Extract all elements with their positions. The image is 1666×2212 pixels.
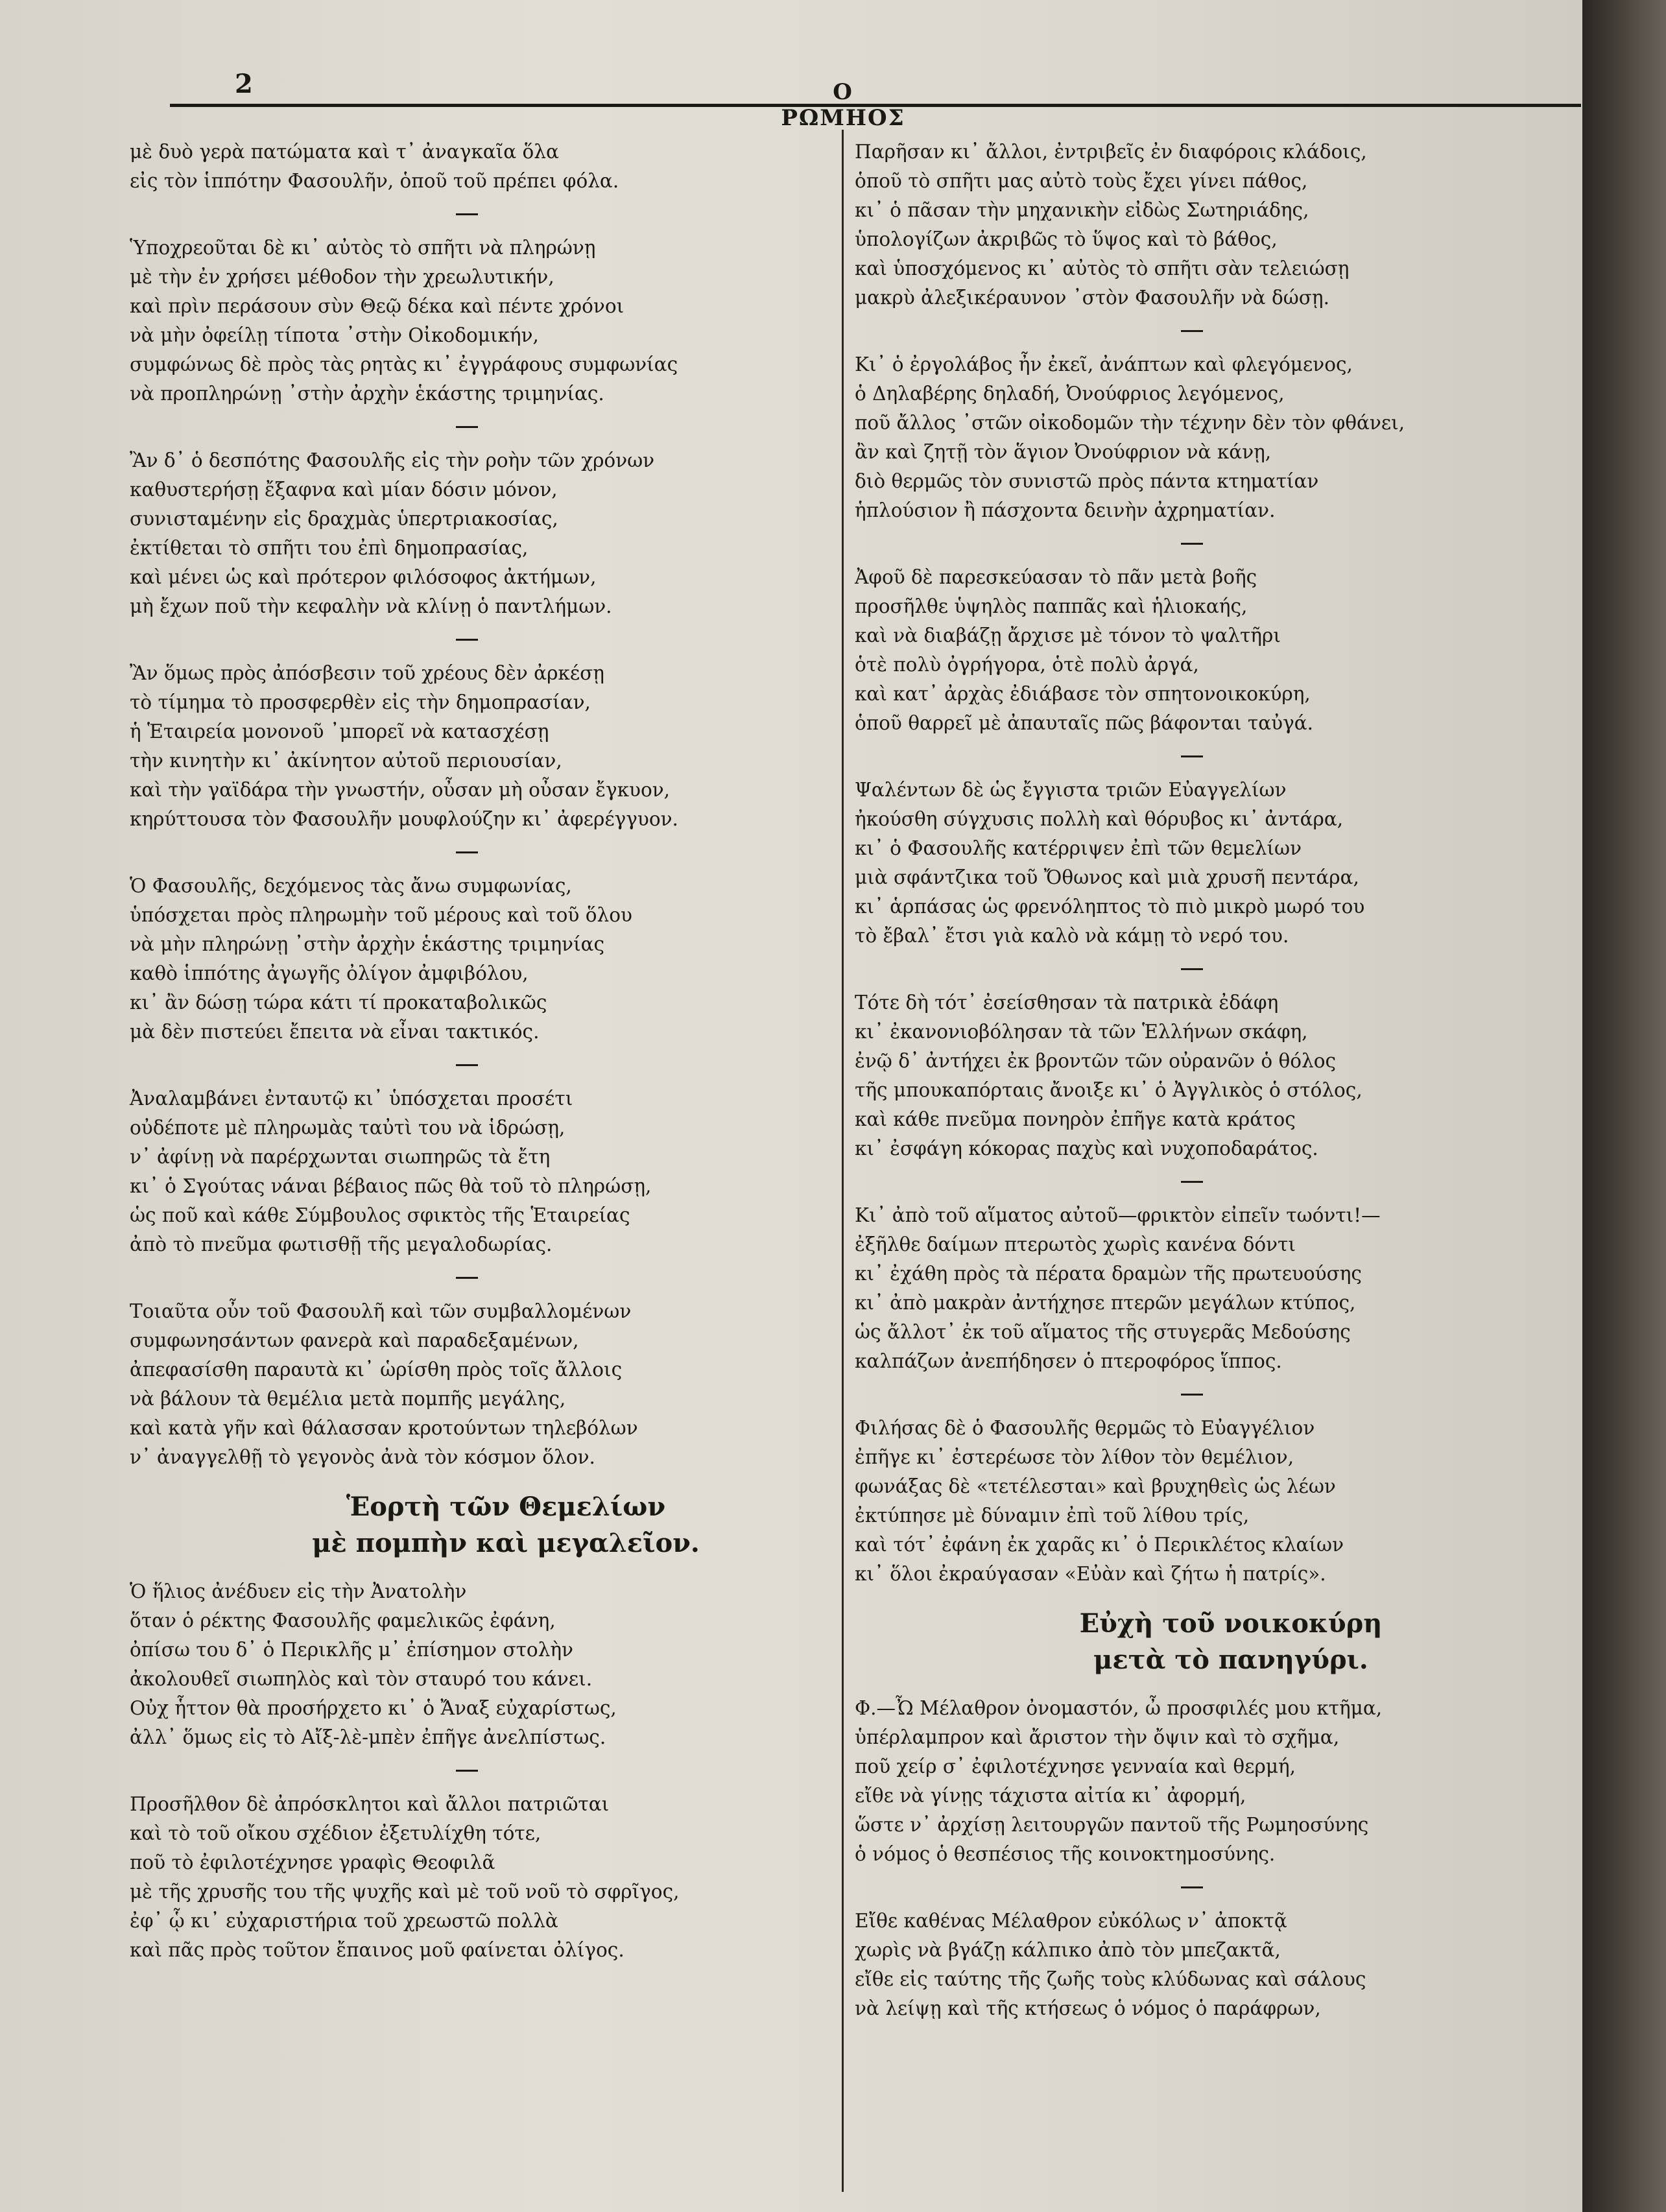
verse-line: ἀπὸ τὸ πνεῦμα φωτισθῇ τῆς μεγαλοδωρίας. [130, 1233, 553, 1255]
verse-line: κι᾽ ἐχάθη πρὸς τὰ πέρατα δραμὼν τῆς πρωτευούσης [855, 1263, 1362, 1285]
verse-line: καλπάζων ἀνεπήδησεν ὁ πτεροφόρος ἵππος. [855, 1350, 1282, 1372]
verse-line: καὶ πᾶς πρὸς τοῦτον ἔπαινος μοῦ φαίνεται ὀλίγος. [130, 1939, 625, 1961]
stanza-separator [1181, 330, 1203, 332]
verse-line: Τότε δὴ τότ᾽ ἐσείσθησαν τὰ πατρικὰ ἐδάφη [855, 992, 1279, 1014]
verse-line: Ὑποχρεοῦται δὲ κι᾽ αὐτὸς τὸ σπῆτι νὰ πληρώνῃ [130, 237, 596, 259]
verse-line: τὴν κινητὴν κι᾽ ἀκίνητον αὐτοῦ περιουσίαν, [130, 750, 562, 772]
page-number: 2 [235, 69, 253, 99]
verse-line: Εἴθε καθένας Μέλαθρον εὐκόλως ν᾽ ἀποκτᾷ [855, 1910, 1287, 1932]
verse-line: κι᾽ ὅλοι ἐκραύγασαν «Εὐὰν καὶ ζήτω ἡ πατρίς». [855, 1563, 1326, 1585]
verse-line: Φ.—Ὦ Μέλαθρον ὀνομαστόν, ὦ προσφιλές μου κτῆμα, [855, 1697, 1383, 1719]
verse-line: καὶ κάθε πνεῦμα πονηρὸν ἐπῆγε κατὰ κράτος [855, 1108, 1296, 1130]
verse-line: φωνάξας δὲ «τετέλεσται» καὶ βρυχηθεὶς ὡς λέων [855, 1475, 1336, 1497]
column-divider [842, 130, 844, 2192]
verse-line: ὁποῦ θαρρεῖ μὲ ἀπαυταῖς πῶς βάφονται ταὐγά. [855, 712, 1314, 734]
verse-line: καθυστερήσῃ ἔξαφνα καὶ μίαν δόσιν μόνον, [130, 479, 558, 501]
stanza [855, 1694, 1529, 1869]
verse-line: εἴθε εἰς ταύτης τῆς ζωῆς τοὺς κλύδωνας καὶ σάλους [855, 1968, 1366, 1990]
stanza [130, 872, 804, 1047]
verse-line: τὸ τίμημα τὸ προσφερθὲν εἰς τὴν δημοπρασίαν, [130, 691, 591, 713]
stanza [855, 776, 1529, 951]
stanza [130, 659, 804, 834]
verse-line: καὶ τὸ τοῦ οἴκου σχέδιον ἐξετυλίχθη τότε, [130, 1822, 541, 1844]
stanza-separator [1181, 543, 1203, 545]
section-heading [130, 1489, 804, 1562]
stanza [130, 233, 804, 409]
left-column [130, 137, 804, 1965]
stanza-separator [1181, 1181, 1203, 1183]
stanza-separator [1181, 1886, 1203, 1888]
verse-line: Κι᾽ ὁ ἐργολάβος ἦν ἐκεῖ, ἀνάπτων καὶ φλεγόμενος, [855, 353, 1353, 375]
heading-line: Ἑορτὴ τῶν Θεμελίων [346, 1492, 666, 1522]
verse-line: Ἂν δ᾽ ὁ δεσπότης Φασουλῆς εἰς τὴν ροὴν τῶν χρόνων [130, 449, 655, 471]
verse-line: Παρῆσαν κι᾽ ἄλλοι, ἐντριβεῖς ἐν διαφόροις κλάδοις, [855, 141, 1367, 163]
verse-line: ὁ νόμος ὁ θεσπέσιος τῆς κοινοκτημοσύνης. [855, 1843, 1276, 1865]
verse-line: νὰ προπληρώνῃ ᾽στὴν ἀρχὴν ἑκάστης τριμηνίας. [130, 383, 604, 405]
verse-line: καὶ τὴν γαϊδάρα τὴν γνωστήν, οὖσαν μὴ οὖσαν ἔγκυον, [130, 779, 671, 801]
verse-line: ὁ Δηλαβέρης δηλαδή, Ὀνούφριος λεγόμενος, [855, 383, 1285, 405]
verse-line: κι᾽ ὁ Σγούτας νάναι βέβαιος πῶς θὰ τοῦ τὸ πληρώσῃ, [130, 1175, 652, 1197]
stanza [130, 1790, 804, 1965]
verse-line: κι᾽ ἂν δώσῃ τώρα κάτι τί προκαταβολικῶς [130, 992, 547, 1014]
stanza-separator [456, 1770, 478, 1772]
verse-line: κι᾽ ἁρπάσας ὡς φρενόληπτος τὸ πιὸ μικρὸ μωρό του [855, 896, 1365, 918]
verse-line: χωρὶς νὰ βγάζῃ κάλπικο ἀπὸ τὸν μπεζακτᾶ, [855, 1939, 1281, 1961]
verse-line: μὴ ἔχων ποῦ τὴν κεφαλὴν νὰ κλίνῃ ὁ παντλήμων. [130, 595, 612, 617]
verse-line: ὀπίσω του δ᾽ ὁ Περικλῆς μ᾽ ἐπίσημον στολὴν [130, 1639, 573, 1661]
stanza-separator [456, 426, 478, 428]
verse-line: Ὁ Φασουλῆς, δεχόμενος τὰς ἄνω συμφωνίας, [130, 875, 572, 897]
newspaper-title: Ο ΡΩΜΗΟΣ [781, 79, 905, 131]
verse-line: Ἂν ὅμως πρὸς ἀπόσβεσιν τοῦ χρέους δὲν ἀρκέσῃ [130, 662, 604, 684]
verse-line: νὰ μὴν πληρώνῃ ᾽στὴν ἀρχὴν ἑκάστης τριμηνίας [130, 933, 605, 955]
verse-line: προσῆλθε ὑψηλὸς παππᾶς καὶ ἡλιοκαής, [855, 595, 1248, 617]
verse-line: ἂν καὶ ζητῇ τὸν ἅγιον Ὀνούφριον νὰ κάνῃ, [855, 441, 1272, 463]
stanza [855, 1201, 1529, 1376]
verse-line: μακρὺ ἀλεξικέραυνον ᾽στὸν Φασουλῆν νὰ δώσῃ. [855, 287, 1329, 309]
stanza [130, 1297, 804, 1472]
verse-line: Ὁ ἥλιος ἀνέδυεν εἰς τὴν Ἀνατολὴν [130, 1580, 467, 1602]
verse-line: συνισταμένην εἰς δραχμὰς ὑπερτριακοσίας, [130, 508, 558, 530]
stanza-separator [1181, 755, 1203, 757]
verse-line: τῆς μπουκαπόρταις ἄνοιξε κι᾽ ὁ Ἀγγλικὸς ὁ στόλος, [855, 1079, 1363, 1101]
verse-line: διὸ θερμῶς τὸν συνιστῶ πρὸς πάντα κτηματίαν [855, 470, 1319, 492]
heading-line: Εὐχὴ τοῦ νοικοκύρη [1079, 1608, 1383, 1639]
stanza [855, 350, 1529, 525]
verse-line: ἐκτίθεται τὸ σπῆτι του ἐπὶ δημοπρασίας, [130, 537, 529, 559]
verse-line: ἐκτύπησε μὲ δύναμιν ἐπὶ τοῦ λίθου τρίς, [855, 1504, 1250, 1527]
section-heading [855, 1606, 1529, 1678]
verse-line: συμφώνως δὲ πρὸς τὰς ρητὰς κι᾽ ἐγγράφους συμφωνίας [130, 353, 678, 375]
verse-line: ὅταν ὁ ρέκτης Φασουλῆς φαμελικῶς ἐφάνη, [130, 1610, 556, 1632]
stanza [130, 1084, 804, 1259]
verse-line: καὶ ὑποσχόμενος κι᾽ αὐτὸς τὸ σπῆτι σὰν τελειώσῃ [855, 257, 1350, 279]
stanza [130, 1577, 804, 1752]
verse-line: ὡς ἄλλοτ᾽ ἐκ τοῦ αἵματος τῆς στυγερᾶς Μεδούσης [855, 1321, 1351, 1343]
verse-line: ὥστε ν᾽ ἀρχίσῃ λειτουργῶν παντοῦ τῆς Ρωμηοσύνης [855, 1814, 1369, 1836]
stanza-separator [456, 1064, 478, 1066]
stanza [855, 988, 1529, 1163]
verse-line: μὲ τὴν ἐν χρήσει μέθοδον τὴν χρεωλυτικήν, [130, 266, 554, 288]
verse-line: ὑπολογίζων ἀκριβῶς τὸ ὕψος καὶ τὸ βάθος, [855, 228, 1278, 250]
verse-line: ν᾽ ἀναγγελθῇ τὸ γεγονὸς ἀνὰ τὸν κόσμον ὅλον. [130, 1446, 595, 1468]
stanza-separator [456, 1277, 478, 1279]
verse-line: νὰ μὴν ὀφείλῃ τίποτα ᾽στὴν Οἰκοδομικήν, [130, 324, 539, 346]
verse-line: κηρύττουσα τὸν Φασουλῆν μουφλούζην κι᾽ ἀφερέγγυον. [130, 808, 678, 830]
verse-line: καὶ κατ᾽ ἀρχὰς ἐδιάβασε τὸν σπητονοικοκύρη, [855, 683, 1311, 705]
stanza-separator [456, 213, 478, 215]
verse-line: καθὸ ἱππότης ἀγωγῆς ὀλίγον ἀμφιβόλου, [130, 962, 529, 984]
verse-line: καὶ μένει ὡς καὶ πρότερον φιλόσοφος ἀκτήμων, [130, 566, 597, 588]
verse-line: ἐφ᾽ ᾧ κι᾽ εὐχαριστήρια τοῦ χρεωστῶ πολλὰ [130, 1910, 558, 1932]
verse-line: μὰ δὲν πιστεύει ἔπειτα νὰ εἶναι τακτικός. [130, 1021, 540, 1043]
stanza-separator [456, 851, 478, 853]
verse-line: ἡ Ἑταιρεία μονονοῦ ᾽μπορεῖ νὰ κατασχέσῃ [130, 720, 549, 743]
verse-line: οὐδέποτε μὲ πληρωμὰς ταὐτὶ του νὰ ἱδρώσῃ, [130, 1117, 565, 1139]
verse-line: Φιλήσας δὲ ὁ Φασουλῆς θερμῶς τὸ Εὐαγγέλιον [855, 1417, 1315, 1439]
verse-line: εἰς τὸν ἱππότην Φασουλῆν, ὁποῦ τοῦ πρέπει φόλα. [130, 170, 619, 192]
verse-line: Ψαλέντων δὲ ὡς ἔγγιστα τριῶν Εὐαγγελίων [855, 779, 1287, 801]
verse-line: ποῦ τὸ ἐφιλοτέχνησε γραφὶς Θεοφιλᾶ [130, 1851, 495, 1873]
header-rule [170, 104, 1581, 107]
verse-line: ἀκολουθεῖ σιωπηλὸς καὶ τὸν σταυρό του κάνει. [130, 1668, 593, 1690]
verse-line: ἐξῆλθε δαίμων πτερωτὸς χωρὶς κανένα δόντι [855, 1233, 1296, 1255]
verse-line: εἴθε νὰ γίνῃς τάχιστα αἰτία κι᾽ ἀφορμή, [855, 1785, 1246, 1807]
stanza-separator [1181, 1394, 1203, 1396]
page-edge-shadow [1582, 0, 1666, 2212]
stanza-separator [1181, 968, 1203, 970]
stanza [130, 137, 804, 196]
verse-line: Οὐχ ἧττον θὰ προσήρχετο κι᾽ ὁ Ἄναξ εὐχαρίστως, [130, 1697, 617, 1719]
verse-line: Τοιαῦτα οὖν τοῦ Φασουλῆ καὶ τῶν συμβαλλομένων [130, 1300, 632, 1322]
verse-line: νὰ λείψῃ καὶ τῆς κτήσεως ὁ νόμος ὁ παράφρων, [855, 1997, 1321, 2019]
verse-line: κι᾽ ὁ πᾶσαν τὴν μηχανικὴν εἰδὼς Σωτηριάδης, [855, 199, 1309, 221]
stanza [855, 563, 1529, 738]
verse-line: ὑπέρλαμπρον καὶ ἄριστον τὴν ὄψιν καὶ τὸ σχῆμα, [855, 1726, 1340, 1748]
verse-line: ὁτὲ πολὺ ὀγρήγορα, ὁτὲ πολὺ ἀργά, [855, 654, 1199, 676]
verse-line: μὲ δυὸ γερὰ πατώματα καὶ τ᾽ ἀναγκαῖα ὅλα [130, 141, 559, 163]
verse-line: ποῦ χείρ σ᾽ ἐφιλοτέχνησε γενναία καὶ θερμή, [855, 1755, 1296, 1778]
verse-line: ὑπόσχεται πρὸς πληρωμὴν τοῦ μέρους καὶ τοῦ ὅλου [130, 904, 632, 926]
verse-line: κι᾽ ἀπὸ μακρὰν ἀντήχησε πτερῶν μεγάλων κτύπος, [855, 1292, 1356, 1314]
verse-line: ἡπλούσιον ἢ πάσχοντα δεινὴν ἀχρηματίαν. [855, 499, 1276, 521]
verse-line: μιὰ σφάντζικα τοῦ Ὄθωνος καὶ μιὰ χρυσῆ πεντάρα, [855, 866, 1359, 888]
heading-line: μὲ πομπὴν καὶ μεγαλεῖον. [312, 1528, 700, 1558]
verse-line: καὶ κατὰ γῆν καὶ θάλασσαν κροτούντων τηλεβόλων [130, 1417, 638, 1439]
verse-line: καὶ νὰ διαβάζῃ ἄρχισε μὲ τόνον τὸ ψαλτῆρι [855, 624, 1281, 647]
verse-line: καὶ πρὶν περάσουν σὺν Θεῷ δέκα καὶ πέντε χρόνοι [130, 295, 625, 317]
verse-line: μὲ τῆς χρυσῆς του τῆς ψυχῆς καὶ μὲ τοῦ νοῦ τὸ σφρῖγος, [130, 1881, 680, 1903]
verse-line: κι᾽ ἐκανονιοβόλησαν τὰ τῶν Ἑλλήνων σκάφη, [855, 1021, 1308, 1043]
verse-line: ὁποῦ τὸ σπῆτι μας αὐτὸ τοὺς ἔχει γίνει πάθος, [855, 170, 1308, 192]
verse-line: Ἀφοῦ δὲ παρεσκεύασαν τὸ πᾶν μετὰ βοῆς [855, 566, 1257, 588]
verse-line: ἐνῷ δ᾽ ἀντήχει ἐκ βροντῶν τῶν οὐρανῶν ὁ θόλος [855, 1050, 1337, 1072]
verse-line: Προσῆλθον δὲ ἀπρόσκλητοι καὶ ἄλλοι πατριῶται [130, 1793, 610, 1815]
verse-line: τὸ ἔβαλ᾽ ἔτσι γιὰ καλὸ νὰ κάμῃ τὸ νερό του. [855, 925, 1289, 947]
verse-line: κι᾽ ἐσφάγη κόκορας παχὺς καὶ νυχοποδαράτος. [855, 1137, 1318, 1160]
verse-line: ἀπεφασίσθη παραυτὰ κι᾽ ὡρίσθη πρὸς τοῖς ἄλλοις [130, 1359, 623, 1381]
stanza [855, 1907, 1529, 2023]
right-column [855, 137, 1529, 2023]
heading-line: μετὰ τὸ πανηγύρι. [1093, 1645, 1368, 1675]
verse-line: ὡς ποῦ καὶ κάθε Σύμβουλος σφικτὸς τῆς Ἑταιρείας [130, 1204, 630, 1226]
verse-line: καὶ τότ᾽ ἐφάνη ἐκ χαρᾶς κι᾽ ὁ Περικλέτος κλαίων [855, 1534, 1344, 1556]
stanza [855, 1414, 1529, 1589]
verse-line: ποῦ ἄλλος ᾽στῶν οἰκοδομῶν τὴν τέχνην δὲν τὸν φθάνει, [855, 412, 1405, 434]
verse-line: Κι᾽ ἀπὸ τοῦ αἵματος αὐτοῦ—φρικτὸν εἰπεῖν τωόντι!— [855, 1204, 1381, 1226]
verse-line: ν᾽ ἀφίνῃ νὰ παρέρχωνται σιωπηρῶς τὰ ἔτη [130, 1146, 551, 1168]
verse-line: ἀλλ᾽ ὅμως εἰς τὸ Αἴξ-λὲ-μπὲν ἐπῆγε ἀνελπίστως. [130, 1726, 606, 1748]
stanza [855, 137, 1529, 313]
verse-line: ἠκούσθη σύγχυσις πολλὴ καὶ θόρυβος κι᾽ ἀντάρα, [855, 808, 1344, 830]
verse-line: συμφωνησάντων φανερὰ καὶ παραδεξαμένων, [130, 1329, 579, 1351]
stanza [130, 446, 804, 621]
verse-line: ἐπῆγε κι᾽ ἐστερέωσε τὸν λίθον τὸν θεμέλιον, [855, 1446, 1294, 1468]
verse-line: Ἀναλαμβάνει ἐνταυτῷ κι᾽ ὑπόσχεται προσέτι [130, 1088, 573, 1110]
verse-line: νὰ βάλουν τὰ θεμέλια μετὰ πομπῆς μεγάλης, [130, 1388, 566, 1410]
stanza-separator [456, 639, 478, 641]
verse-line: κι᾽ ὁ Φασουλῆς κατέρριψεν ἐπὶ τῶν θεμελίων [855, 837, 1302, 859]
